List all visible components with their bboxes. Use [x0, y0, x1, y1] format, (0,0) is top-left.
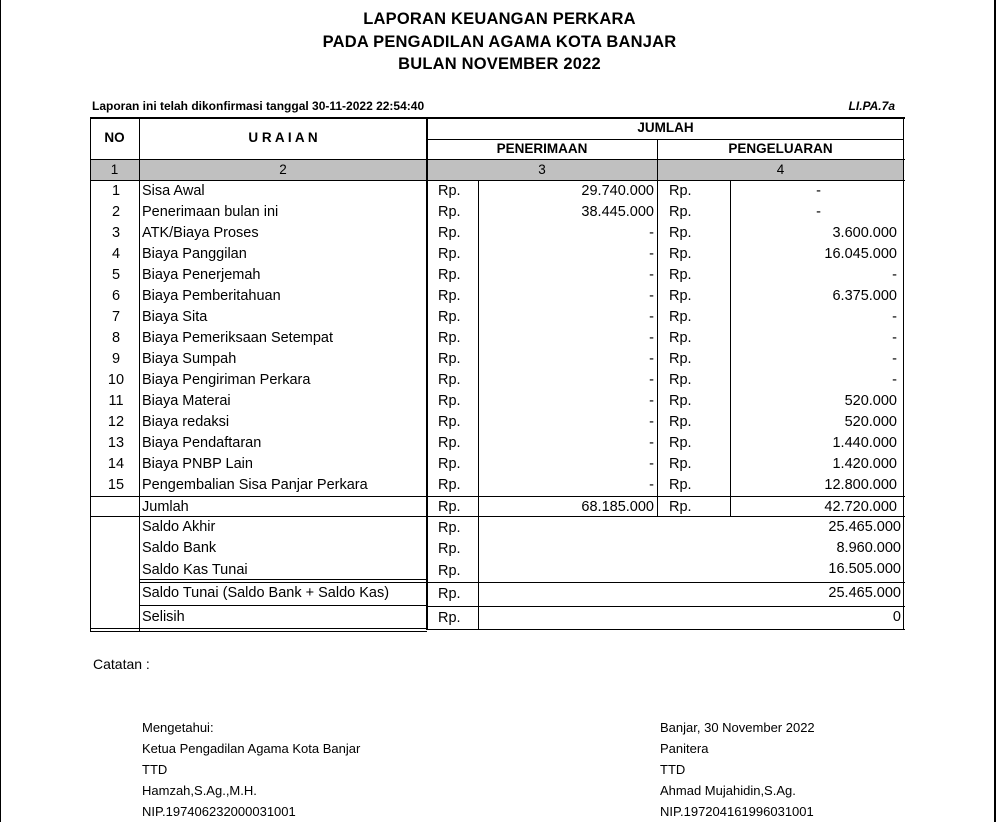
- row-description: Pengembalian Sisa Panjar Perkara: [142, 477, 368, 493]
- colnum-2: 2: [279, 162, 287, 177]
- row-no: 8: [111, 330, 121, 346]
- row-penerimaan: -: [649, 372, 654, 388]
- row-penerimaan: 38.445.000: [581, 204, 654, 220]
- row-pengeluaran: 520.000: [844, 393, 897, 409]
- row-no: 15: [107, 477, 125, 493]
- row-penerimaan: -: [649, 288, 654, 304]
- currency-label: Rp.: [669, 204, 692, 220]
- row-no: 2: [111, 204, 121, 220]
- balance-label: Saldo Tunai (Saldo Bank + Saldo Kas): [142, 585, 390, 601]
- currency-label: Rp.: [438, 610, 461, 626]
- row-description: Biaya Pemeriksaan Setempat: [142, 330, 334, 346]
- currency-label: Rp.: [438, 435, 461, 451]
- balance-value: 25.465.000: [828, 585, 901, 601]
- sig-right-line: Panitera: [660, 741, 709, 756]
- balance-value: 0: [892, 609, 901, 625]
- colnum-1: 1: [110, 162, 119, 177]
- currency-label: Rp.: [438, 541, 461, 557]
- row-no: 9: [111, 351, 121, 367]
- colnum-3: 3: [538, 162, 546, 177]
- colnum-4: 4: [776, 162, 785, 177]
- row-pengeluaran: 520.000: [844, 414, 897, 430]
- row-description: Biaya redaksi: [142, 414, 230, 430]
- currency-label: Rp.: [669, 246, 692, 262]
- row-description: ATK/Biaya Proses: [142, 225, 259, 241]
- signature-left: [142, 717, 360, 822]
- page-border-left: [0, 0, 1, 822]
- balance-label: Saldo Akhir: [142, 519, 216, 535]
- row-penerimaan: -: [649, 393, 654, 409]
- row-penerimaan: -: [649, 246, 654, 262]
- sig-right-line: Ahmad Mujahidin,S.Ag.: [660, 783, 796, 798]
- balance-label: Selisih: [142, 609, 185, 625]
- currency-label: Rp.: [438, 499, 461, 515]
- row-pengeluaran: 1.420.000: [832, 456, 897, 472]
- row-description: Biaya PNBP Lain: [142, 456, 253, 472]
- currency-label: Rp.: [669, 393, 692, 409]
- balance-value: 25.465.000: [828, 519, 901, 535]
- total-label: Jumlah: [142, 499, 189, 515]
- row-no: 13: [107, 435, 125, 451]
- row-penerimaan: 29.740.000: [581, 183, 654, 199]
- row-no: 4: [111, 246, 121, 262]
- header-pengeluaran: PENGELUARAN: [728, 141, 833, 156]
- currency-label: Rp.: [438, 372, 461, 388]
- row-penerimaan: -: [649, 267, 654, 283]
- row-description: Biaya Penerjemah: [142, 267, 261, 283]
- signature-right: [660, 717, 815, 822]
- currency-label: Rp.: [669, 477, 692, 493]
- row-no: 12: [107, 414, 125, 430]
- header-uraian: U R A I A N: [248, 130, 318, 145]
- row-description: Biaya Pengiriman Perkara: [142, 372, 311, 388]
- currency-label: Rp.: [438, 393, 461, 409]
- row-pengeluaran: 16.045.000: [824, 246, 897, 262]
- sig-right-line: TTD: [660, 762, 686, 777]
- currency-label: Rp.: [669, 435, 692, 451]
- row-no: 11: [108, 393, 124, 409]
- currency-label: Rp.: [438, 351, 461, 367]
- row-penerimaan: -: [649, 414, 654, 430]
- currency-label: Rp.: [669, 309, 692, 325]
- row-pengeluaran: -: [892, 330, 897, 346]
- notes-label: Catatan :: [93, 656, 150, 672]
- sig-left-line: NIP.197406232000031001: [142, 804, 296, 819]
- currency-label: Rp.: [438, 477, 461, 493]
- currency-label: Rp.: [438, 204, 461, 220]
- currency-label: Rp.: [669, 330, 692, 346]
- row-no: 6: [111, 288, 121, 304]
- balance-label: Saldo Bank: [142, 540, 217, 556]
- row-penerimaan: -: [649, 330, 654, 346]
- currency-label: Rp.: [438, 520, 461, 536]
- sig-left-line: Hamzah,S.Ag.,M.H.: [142, 783, 257, 798]
- row-pengeluaran: -: [816, 183, 821, 199]
- currency-label: Rp.: [669, 183, 692, 199]
- row-no: 5: [111, 267, 121, 283]
- currency-label: Rp.: [438, 586, 461, 602]
- row-pengeluaran: 6.375.000: [832, 288, 897, 304]
- row-pengeluaran: -: [892, 372, 897, 388]
- currency-label: Rp.: [438, 225, 461, 241]
- row-pengeluaran: 3.600.000: [832, 225, 897, 241]
- currency-label: Rp.: [669, 267, 692, 283]
- currency-label: Rp.: [669, 351, 692, 367]
- sig-right-line: Banjar, 30 November 2022: [660, 720, 815, 735]
- row-description: Biaya Pendaftaran: [142, 435, 262, 451]
- row-no: 7: [111, 309, 121, 325]
- row-description: Biaya Sita: [142, 309, 208, 325]
- report-title: LAPORAN KEUANGAN PERKARA: [363, 10, 636, 28]
- row-no: 1: [111, 183, 121, 199]
- sig-left-line: Ketua Pengadilan Agama Kota Banjar: [142, 741, 361, 756]
- row-description: Sisa Awal: [142, 183, 205, 199]
- header-jumlah: JUMLAH: [637, 120, 694, 135]
- row-no: 10: [107, 372, 125, 388]
- row-penerimaan: -: [649, 225, 654, 241]
- row-description: Biaya Pemberitahuan: [142, 288, 281, 304]
- currency-label: Rp.: [438, 456, 461, 472]
- report-period: BULAN NOVEMBER 2022: [398, 55, 601, 73]
- row-pengeluaran: -: [816, 204, 821, 220]
- row-description: Penerimaan bulan ini: [142, 204, 279, 220]
- row-penerimaan: -: [649, 351, 654, 367]
- row-no: 3: [111, 225, 121, 241]
- page-border-right: [994, 0, 996, 822]
- row-penerimaan: -: [649, 309, 654, 325]
- currency-label: Rp.: [438, 288, 461, 304]
- currency-label: Rp.: [669, 372, 692, 388]
- row-penerimaan: -: [649, 477, 654, 493]
- confirmation-text: Laporan ini telah dikonfirmasi tanggal 30-11-2022 22:54:40: [92, 99, 425, 113]
- balance-label: Saldo Kas Tunai: [142, 562, 248, 578]
- currency-label: Rp.: [438, 563, 461, 579]
- row-pengeluaran: 12.800.000: [824, 477, 897, 493]
- currency-label: Rp.: [669, 288, 692, 304]
- row-description: Biaya Sumpah: [142, 351, 237, 367]
- currency-label: Rp.: [669, 225, 692, 241]
- header-penerimaan: PENERIMAAN: [496, 141, 588, 156]
- sig-right-line: NIP.197204161996031001: [660, 804, 814, 819]
- header-no: NO: [104, 130, 125, 145]
- form-code: LI.PA.7a: [848, 99, 895, 113]
- balance-value: 16.505.000: [828, 561, 901, 577]
- row-penerimaan: -: [649, 456, 654, 472]
- currency-label: Rp.: [438, 309, 461, 325]
- row-description: Biaya Panggilan: [142, 246, 247, 262]
- currency-label: Rp.: [438, 414, 461, 430]
- currency-label: Rp.: [438, 183, 461, 199]
- row-penerimaan: -: [649, 435, 654, 451]
- row-description: Biaya Materai: [142, 393, 231, 409]
- sig-left-line: TTD: [142, 762, 168, 777]
- currency-label: Rp.: [438, 267, 461, 283]
- row-pengeluaran: -: [892, 267, 897, 283]
- currency-label: Rp.: [438, 246, 461, 262]
- total-pengeluaran: 42.720.000: [824, 499, 897, 515]
- currency-label: Rp.: [669, 456, 692, 472]
- total-penerimaan: 68.185.000: [581, 499, 654, 515]
- row-pengeluaran: 1.440.000: [832, 435, 897, 451]
- row-pengeluaran: -: [892, 309, 897, 325]
- currency-label: Rp.: [669, 414, 692, 430]
- row-pengeluaran: -: [892, 351, 897, 367]
- report-subtitle: PADA PENGADILAN AGAMA KOTA BANJAR: [322, 33, 677, 51]
- balance-value: 8.960.000: [836, 540, 901, 556]
- currency-label: Rp.: [669, 499, 692, 515]
- currency-label: Rp.: [438, 330, 461, 346]
- sig-left-line: Mengetahui:: [142, 720, 214, 735]
- row-no: 14: [107, 456, 125, 472]
